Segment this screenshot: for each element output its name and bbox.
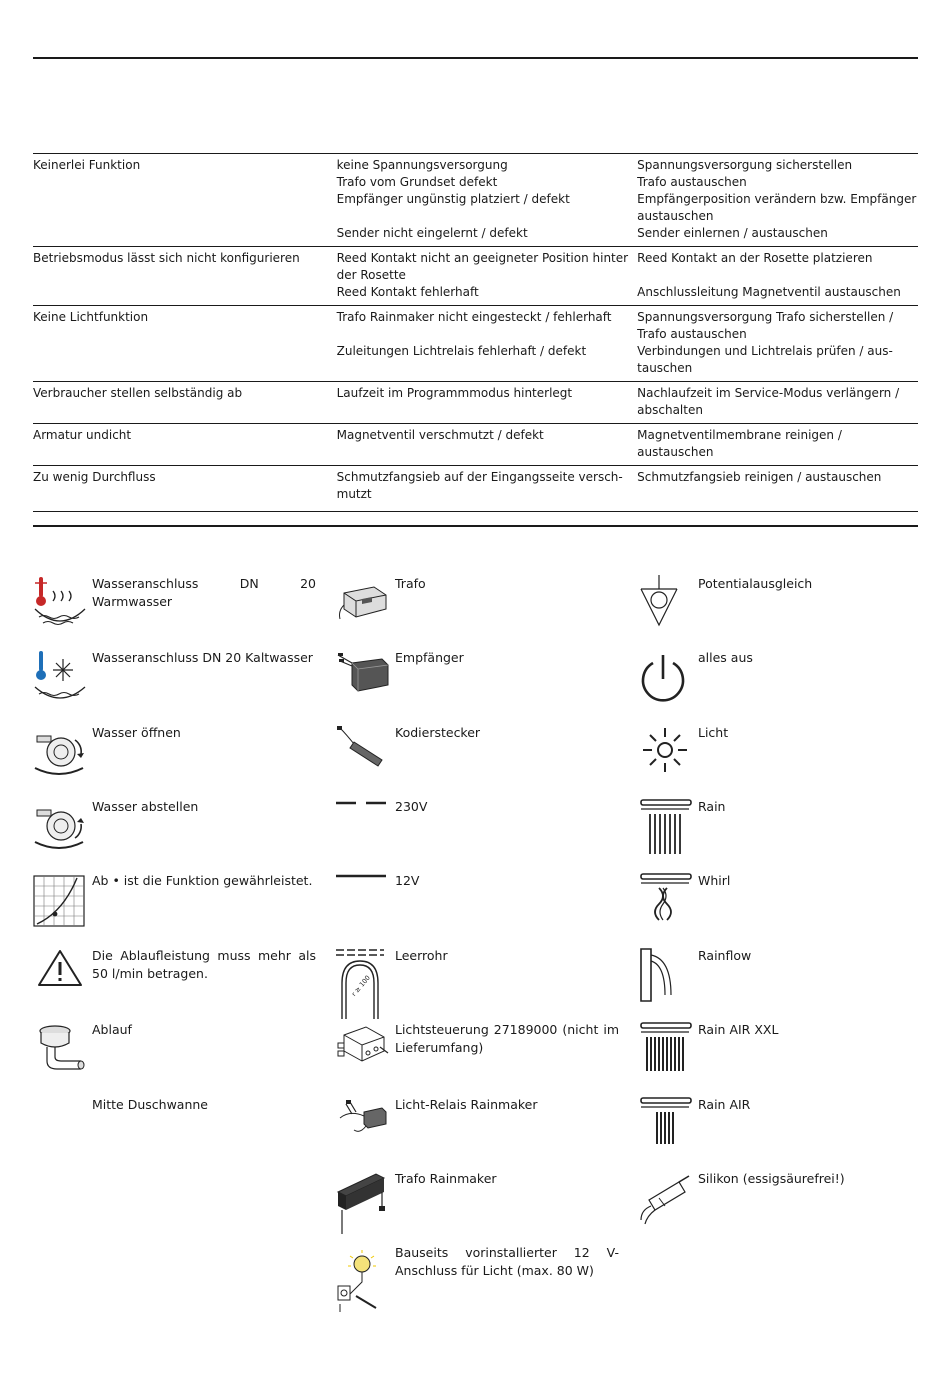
legend-item-light-relay [336,1096,626,1166]
legend-item-rain-air [639,1096,929,1166]
cause-cell [337,306,638,382]
coding-plug-icon [336,724,390,784]
legend-text: Die Ablaufleistung muss mehr als 50 l/min betragen. [92,948,316,981]
legend-item-silicone [639,1170,929,1240]
section-rule [33,525,918,527]
cause-text: Trafo vom Grundset defekt [336,175,498,189]
legend-item-warning [33,947,323,1017]
ground-icon [639,575,693,635]
legend-item-ground [639,575,929,645]
legend-item-receiver [336,649,626,719]
remedy-cell [637,154,918,247]
rainmaker-transformer-icon [336,1170,390,1238]
rain-air-xxl-icon [639,1021,693,1081]
remedy-text: Anschlussleitung Magnetventil austauschen [637,285,901,299]
legend-item-rainflow [639,947,929,1017]
power-off-icon [639,649,693,709]
legend-text: Rain AIR [698,1097,751,1112]
light-icon [639,724,693,784]
legend-text: 12V [395,873,420,888]
cause-cell [337,424,638,466]
legend-text: Rain [698,799,726,814]
legend-item-cold-water [33,649,323,719]
table-row [33,154,918,247]
remedy-cell [637,382,918,424]
legend-text: Wasseranschluss DN 20 Kaltwasser [92,650,313,665]
legend-text: Licht-Relais Rainmaker [395,1097,538,1112]
legend-item-open-water [33,724,323,794]
remedy-text: Schmutzfangsieb reinigen / austauschen [637,470,882,484]
legend-text: Kodierstecker [395,725,481,740]
legend-text: Wasseranschluss DN 20 Warmwasser [92,576,316,609]
legend-item-light-control [336,1021,626,1091]
transformer-icon [336,575,390,635]
fault-cell: Armatur undicht [33,428,132,442]
dashed-line-icon [336,798,390,858]
remedy-text: Spannungsversorgung Trafo sicherstellen / Trafo austauschen [637,310,894,341]
legend-item-transformer [336,575,626,645]
legend-item-drain [33,1021,323,1091]
table-row [33,382,918,424]
legend-text: 230V [395,799,428,814]
legend-item-power-off [639,649,929,719]
cold-water-icon [33,649,87,709]
hot-water-icon [33,575,87,635]
cause-text: Laufzeit im Programmmodus hinterlegt [336,386,573,400]
legend-item-conduit [336,947,626,1017]
remedy-text: Nachlaufzeit im Service-Modus verlängern / abschalten [637,386,900,417]
remedy-text: Spannungsversorgung sicherstellen [637,158,853,172]
legend-item-close-water [33,798,323,868]
remedy-text: Empfängerposition verändern bzw. Empfänger austauschen [637,192,917,223]
fault-cell: Verbraucher stellen selbständig ab [33,386,243,400]
legend-text: Rainflow [698,948,752,963]
graph-icon [33,872,87,932]
legend-item-rain [639,798,929,868]
legend-text: Licht [698,725,729,740]
legend-item-whirl [639,872,929,942]
cause-text: Reed Kontakt nicht an geeigneter Position hinter der Rosette [336,251,629,282]
light-control-icon [336,1021,390,1081]
legend-item-light [639,724,929,794]
light-relay-icon [336,1096,390,1156]
legend-text: Leerrohr [395,948,448,963]
fault-cell: Zu wenig Durchfluss [33,470,156,484]
radius-label: r ≥ 100 [349,973,372,998]
cause-text: Magnetventil verschmutzt / defekt [336,428,544,442]
rain-air-icon [639,1096,693,1156]
legend-item-hot-water [33,575,323,645]
cause-cell [337,247,638,306]
legend-item-graph [33,872,323,942]
remedy-text: Trafo austauschen [637,175,747,189]
receiver-icon [336,649,390,709]
remedy-cell [637,306,918,382]
legend-text: alles aus [698,650,753,665]
legend-item-shower-center [33,1096,323,1166]
cause-cell [337,154,638,247]
legend-text: Lichtsteuerung 27189000 (nicht im Lieferumfang) [395,1022,619,1055]
remedy-text: Sender einlernen / austauschen [637,226,828,240]
legend-item-coding-plug [336,724,626,794]
top-rule [33,57,918,59]
legend-text: Wasser abstellen [92,799,199,814]
remedy-cell [637,247,918,306]
legend-text: Bauseits vorinstallierter 12 V-Anschluss für Licht (max. 80 W) [395,1245,619,1278]
silicone-icon [639,1170,693,1230]
cause-text: Reed Kontakt fehlerhaft [336,285,479,299]
cause-text: Empfänger ungünstig platziert / defekt [336,192,570,206]
table-row [33,466,918,512]
table-row [33,247,918,306]
legend-text: Rain AIR XXL [698,1022,779,1037]
fault-cell: Betriebsmodus lässt sich nicht konfigurieren [33,251,300,265]
remedy-text: Reed Kontakt an der Rosette platzieren [637,251,873,265]
legend-item-rainmaker-transformer [336,1170,626,1240]
remedy-text: Verbindungen und Lichtrelais prüfen / aus-tauschen [637,344,893,375]
cause-cell [337,466,638,512]
conduit-icon [336,947,390,1021]
whirl-icon [639,872,693,932]
table-row [33,424,918,466]
rainflow-icon [639,947,693,1007]
remedy-cell [637,466,918,512]
fault-cell: Keine Lichtfunktion [33,310,149,324]
legend-text: Silikon (essigsäurefrei!) [698,1171,845,1186]
legend-item-12v [336,872,626,942]
cause-text: Sender nicht eingelernt / defekt [336,226,528,240]
legend-item-rain-air-xxl [639,1021,929,1091]
legend-text: Potentialausgleich [698,576,813,591]
troubleshooting-table [33,153,918,512]
table-row [33,306,918,382]
legend-text: Ab • ist die Funktion gewährleistet. [92,873,313,888]
cause-text: Schmutzfangsieb auf der Eingangsseite versch-mutzt [336,470,623,501]
cause-cell [337,382,638,424]
cause-text: Trafo Rainmaker nicht eingesteckt / fehlerhaft [336,310,612,324]
legend-text: Whirl [698,873,731,888]
fault-cell: Keinerlei Funktion [33,158,141,172]
remedy-text: Magnetventilmembrane reinigen / austauschen [637,428,842,459]
legend-item-230v [336,798,626,868]
close-water-icon [33,798,87,858]
legend-text: Mitte Duschwanne [92,1097,208,1112]
drain-icon [33,1021,87,1081]
legend-item-light-connection [336,1244,626,1314]
legend-text: Wasser öffnen [92,725,181,740]
cause-text: keine Spannungsversorgung [336,158,508,172]
open-water-icon [33,724,87,784]
light-connection-icon [336,1244,390,1314]
solid-line-icon [336,872,390,932]
warning-icon [33,947,87,1007]
legend-text: Empfänger [395,650,464,665]
legend-text: Trafo [395,576,426,591]
cause-text: Zuleitungen Lichtrelais fehlerhaft / defekt [336,344,587,358]
legend-text: Trafo Rainmaker [395,1171,497,1186]
legend-text: Ablauf [92,1022,132,1037]
remedy-cell [637,424,918,466]
rain-icon [639,798,693,858]
